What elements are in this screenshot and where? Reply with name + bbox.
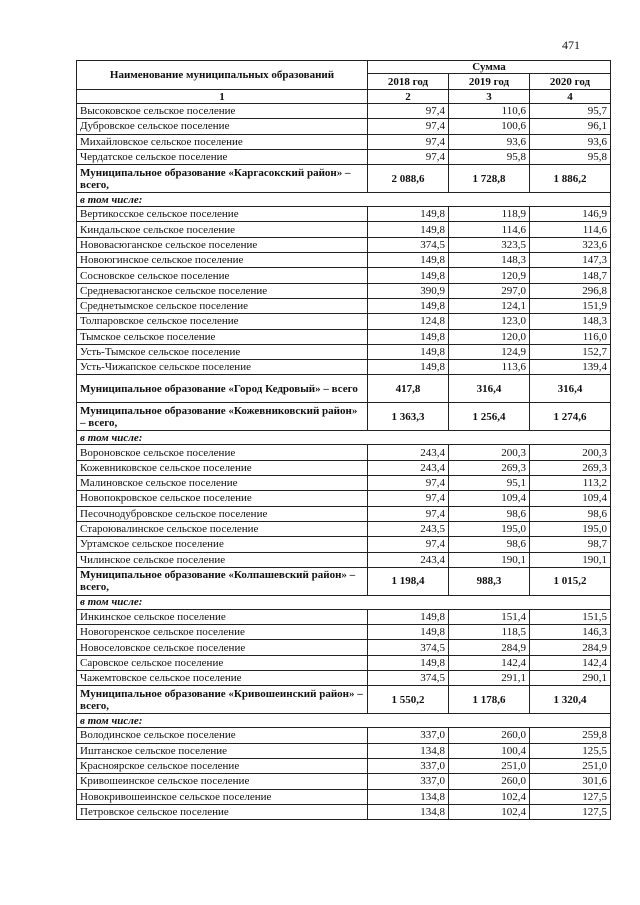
amount-2018: 149,8 — [368, 609, 449, 624]
amount-2019: 1 256,4 — [449, 403, 530, 431]
amount-2019: 113,6 — [449, 360, 530, 375]
amount-2020: 1 886,2 — [530, 165, 611, 193]
settlement-row — [77, 774, 611, 789]
settlement-row — [77, 789, 611, 804]
amount-2018: 1 363,3 — [368, 403, 449, 431]
amount-2019: 114,6 — [449, 222, 530, 237]
amount-2019: 100,4 — [449, 743, 530, 758]
amount-2019: 988,3 — [449, 567, 530, 595]
subheading-label: в том числе: — [77, 431, 611, 445]
settlement-name: Новопокровское сельское поселение — [77, 491, 368, 506]
amount-2019: 110,6 — [449, 104, 530, 119]
settlement-row — [77, 743, 611, 758]
amount-2020: 200,3 — [530, 445, 611, 460]
settlement-name: Усть-Тымское сельское поселение — [77, 344, 368, 359]
subheading-label: в том числе: — [77, 595, 611, 609]
amount-2018: 337,0 — [368, 728, 449, 743]
amount-2020: 296,8 — [530, 283, 611, 298]
settlement-row — [77, 640, 611, 655]
amount-2019: 120,0 — [449, 329, 530, 344]
settlement-name: Высоковское сельское поселение — [77, 104, 368, 119]
amount-2019: 260,0 — [449, 774, 530, 789]
settlement-row — [77, 298, 611, 313]
amount-2019: 102,4 — [449, 789, 530, 804]
settlement-name: Петровское сельское поселение — [77, 804, 368, 819]
amount-2018: 149,8 — [368, 344, 449, 359]
amount-2019: 190,1 — [449, 552, 530, 567]
settlement-row — [77, 609, 611, 624]
settlement-row — [77, 253, 611, 268]
subheading-row — [77, 595, 611, 609]
settlement-name: Толпаровское сельское поселение — [77, 314, 368, 329]
amount-2018: 243,4 — [368, 552, 449, 567]
amount-2018: 149,8 — [368, 268, 449, 283]
amount-2019: 124,1 — [449, 298, 530, 313]
amount-2020: 148,3 — [530, 314, 611, 329]
table-header — [77, 61, 611, 104]
amount-2018: 374,5 — [368, 671, 449, 686]
amount-2020: 146,9 — [530, 207, 611, 222]
amount-2020: 98,7 — [530, 537, 611, 552]
settlement-name: Новоселовское сельское поселение — [77, 640, 368, 655]
amount-2020: 301,6 — [530, 774, 611, 789]
amount-2019: 284,9 — [449, 640, 530, 655]
amount-2019: 124,9 — [449, 344, 530, 359]
amount-2019: 100,6 — [449, 119, 530, 134]
district-name: Муниципальное образование «Кривошеинский район» – всего, — [77, 686, 368, 714]
amount-2019: 148,3 — [449, 253, 530, 268]
settlement-name: Староювалинское сельское поселение — [77, 521, 368, 536]
amount-2019: 123,0 — [449, 314, 530, 329]
district-total-row — [77, 686, 611, 714]
settlement-row — [77, 207, 611, 222]
subheading-row — [77, 714, 611, 728]
settlement-name: Киндальское сельское поселение — [77, 222, 368, 237]
settlement-name: Иштанское сельское поселение — [77, 743, 368, 758]
amount-2018: 243,5 — [368, 521, 449, 536]
amount-2018: 149,8 — [368, 298, 449, 313]
district-name: Муниципальное образование «Город Кедровый» – всего — [77, 375, 368, 403]
amount-2020: 251,0 — [530, 758, 611, 773]
amount-2018: 337,0 — [368, 758, 449, 773]
amount-2020: 195,0 — [530, 521, 611, 536]
amount-2019: 316,4 — [449, 375, 530, 403]
amount-2020: 148,7 — [530, 268, 611, 283]
amount-2020: 290,1 — [530, 671, 611, 686]
amount-2019: 1 178,6 — [449, 686, 530, 714]
settlement-name: Кожевниковское сельское поселение — [77, 460, 368, 475]
amount-2019: 251,0 — [449, 758, 530, 773]
subheading-label: в том числе: — [77, 714, 611, 728]
column-index-row — [77, 90, 611, 104]
amount-2018: 243,4 — [368, 460, 449, 475]
amount-2020: 142,4 — [530, 655, 611, 670]
amount-2018: 390,9 — [368, 283, 449, 298]
amount-2020: 109,4 — [530, 491, 611, 506]
settlement-name: Дубровское сельское поселение — [77, 119, 368, 134]
amount-2018: 149,8 — [368, 222, 449, 237]
amount-2019: 98,6 — [449, 506, 530, 521]
settlement-name: Нововасюганское сельское поселение — [77, 237, 368, 252]
amount-2020: 151,5 — [530, 609, 611, 624]
settlement-name: Володинское сельское поселение — [77, 728, 368, 743]
settlement-row — [77, 625, 611, 640]
settlement-row — [77, 655, 611, 670]
amount-2018: 97,4 — [368, 134, 449, 149]
amount-2018: 337,0 — [368, 774, 449, 789]
amount-2020: 127,5 — [530, 804, 611, 819]
amount-2018: 97,4 — [368, 537, 449, 552]
settlement-row — [77, 104, 611, 119]
district-name: Муниципальное образование «Колпашевский район» – всего, — [77, 567, 368, 595]
amount-2020: 114,6 — [530, 222, 611, 237]
subheading-row — [77, 431, 611, 445]
amount-2018: 374,5 — [368, 237, 449, 252]
amount-2019: 142,4 — [449, 655, 530, 670]
settlement-name: Усть-Чижапское сельское поселение — [77, 360, 368, 375]
amount-2020: 147,3 — [530, 253, 611, 268]
amount-2020: 125,5 — [530, 743, 611, 758]
amount-2018: 1 198,4 — [368, 567, 449, 595]
header-name-column: Наименование муниципальных образований — [77, 61, 368, 90]
amount-2020: 113,2 — [530, 476, 611, 491]
settlement-name: Кривошеинское сельское поселение — [77, 774, 368, 789]
district-name: Муниципальное образование «Каргасокский район» – всего, — [77, 165, 368, 193]
amount-2020: 269,3 — [530, 460, 611, 475]
amount-2018: 149,8 — [368, 655, 449, 670]
amount-2019: 98,6 — [449, 537, 530, 552]
header-year-2018: 2018 год — [368, 74, 449, 90]
amount-2020: 95,8 — [530, 149, 611, 164]
amount-2018: 149,8 — [368, 329, 449, 344]
table-body — [77, 104, 611, 820]
amount-2020: 152,7 — [530, 344, 611, 359]
budget-table — [76, 60, 611, 820]
amount-2020: 284,9 — [530, 640, 611, 655]
amount-2019: 109,4 — [449, 491, 530, 506]
header-year-2020: 2020 год — [530, 74, 611, 90]
settlement-row — [77, 758, 611, 773]
settlement-name: Уртамское сельское поселение — [77, 537, 368, 552]
settlement-row — [77, 476, 611, 491]
subheading-row — [77, 193, 611, 207]
settlement-row — [77, 445, 611, 460]
amount-2019: 260,0 — [449, 728, 530, 743]
column-index: 2 — [368, 90, 449, 104]
amount-2018: 417,8 — [368, 375, 449, 403]
settlement-name: Среднетымское сельское поселение — [77, 298, 368, 313]
settlement-name: Песочнодубровское сельское поселение — [77, 506, 368, 521]
amount-2019: 195,0 — [449, 521, 530, 536]
district-total-row — [77, 403, 611, 431]
settlement-row — [77, 360, 611, 375]
amount-2018: 97,4 — [368, 506, 449, 521]
settlement-row — [77, 222, 611, 237]
settlement-name: Чажемтовское сельское поселение — [77, 671, 368, 686]
settlement-name: Вертикосское сельское поселение — [77, 207, 368, 222]
settlement-row — [77, 329, 611, 344]
settlement-name: Чердатское сельское поселение — [77, 149, 368, 164]
amount-2018: 97,4 — [368, 119, 449, 134]
amount-2019: 118,5 — [449, 625, 530, 640]
amount-2019: 323,5 — [449, 237, 530, 252]
district-total-row — [77, 375, 611, 403]
amount-2020: 139,4 — [530, 360, 611, 375]
settlement-name: Малиновское сельское поселение — [77, 476, 368, 491]
amount-2019: 93,6 — [449, 134, 530, 149]
amount-2020: 1 274,6 — [530, 403, 611, 431]
settlement-row — [77, 460, 611, 475]
amount-2019: 118,9 — [449, 207, 530, 222]
amount-2019: 95,1 — [449, 476, 530, 491]
settlement-row — [77, 344, 611, 359]
amount-2018: 149,8 — [368, 360, 449, 375]
settlement-row — [77, 804, 611, 819]
amount-2018: 97,4 — [368, 476, 449, 491]
amount-2018: 124,8 — [368, 314, 449, 329]
settlement-row — [77, 521, 611, 536]
settlement-name: Инкинское сельское поселение — [77, 609, 368, 624]
amount-2020: 146,3 — [530, 625, 611, 640]
column-index: 4 — [530, 90, 611, 104]
amount-2020: 116,0 — [530, 329, 611, 344]
settlement-row — [77, 314, 611, 329]
column-index: 1 — [77, 90, 368, 104]
amount-2020: 151,9 — [530, 298, 611, 313]
amount-2020: 323,6 — [530, 237, 611, 252]
settlement-name: Новокривошеинское сельское поселение — [77, 789, 368, 804]
settlement-row — [77, 134, 611, 149]
amount-2019: 1 728,8 — [449, 165, 530, 193]
settlement-row — [77, 552, 611, 567]
settlement-name: Средневасюганское сельское поселение — [77, 283, 368, 298]
amount-2019: 102,4 — [449, 804, 530, 819]
amount-2018: 97,4 — [368, 104, 449, 119]
amount-2020: 95,7 — [530, 104, 611, 119]
amount-2018: 134,8 — [368, 743, 449, 758]
amount-2020: 93,6 — [530, 134, 611, 149]
amount-2018: 1 550,2 — [368, 686, 449, 714]
settlement-row — [77, 283, 611, 298]
amount-2020: 259,8 — [530, 728, 611, 743]
amount-2018: 97,4 — [368, 149, 449, 164]
settlement-name: Новогоренское сельское поселение — [77, 625, 368, 640]
settlement-row — [77, 237, 611, 252]
amount-2019: 95,8 — [449, 149, 530, 164]
amount-2020: 190,1 — [530, 552, 611, 567]
amount-2018: 2 088,6 — [368, 165, 449, 193]
amount-2018: 134,8 — [368, 804, 449, 819]
amount-2020: 1 015,2 — [530, 567, 611, 595]
district-name: Муниципальное образование «Кожевниковский район» – всего, — [77, 403, 368, 431]
settlement-name: Новоюгинское сельское поселение — [77, 253, 368, 268]
settlement-row — [77, 671, 611, 686]
subheading-label: в том числе: — [77, 193, 611, 207]
settlement-row — [77, 491, 611, 506]
amount-2018: 149,8 — [368, 207, 449, 222]
amount-2020: 316,4 — [530, 375, 611, 403]
settlement-name: Вороновское сельское поселение — [77, 445, 368, 460]
amount-2018: 243,4 — [368, 445, 449, 460]
amount-2018: 134,8 — [368, 789, 449, 804]
amount-2020: 1 320,4 — [530, 686, 611, 714]
district-total-row — [77, 567, 611, 595]
amount-2019: 120,9 — [449, 268, 530, 283]
amount-2019: 269,3 — [449, 460, 530, 475]
amount-2018: 149,8 — [368, 625, 449, 640]
column-index: 3 — [449, 90, 530, 104]
settlement-name: Тымское сельское поселение — [77, 329, 368, 344]
amount-2018: 374,5 — [368, 640, 449, 655]
amount-2019: 200,3 — [449, 445, 530, 460]
settlement-name: Михайловское сельское поселение — [77, 134, 368, 149]
amount-2020: 96,1 — [530, 119, 611, 134]
amount-2020: 98,6 — [530, 506, 611, 521]
settlement-name: Красноярское сельское поселение — [77, 758, 368, 773]
header-sum-column: Сумма — [368, 61, 611, 74]
amount-2019: 297,0 — [449, 283, 530, 298]
amount-2019: 151,4 — [449, 609, 530, 624]
settlement-row — [77, 268, 611, 283]
amount-2018: 97,4 — [368, 491, 449, 506]
district-total-row — [77, 165, 611, 193]
settlement-row — [77, 728, 611, 743]
settlement-row — [77, 119, 611, 134]
settlement-row — [77, 537, 611, 552]
amount-2019: 291,1 — [449, 671, 530, 686]
settlement-name: Саровское сельское поселение — [77, 655, 368, 670]
settlement-row — [77, 506, 611, 521]
settlement-name: Чилинское сельское поселение — [77, 552, 368, 567]
header-year-2019: 2019 год — [449, 74, 530, 90]
page-number: 471 — [562, 38, 580, 52]
amount-2018: 149,8 — [368, 253, 449, 268]
settlement-row — [77, 149, 611, 164]
settlement-name: Сосновское сельское поселение — [77, 268, 368, 283]
amount-2020: 127,5 — [530, 789, 611, 804]
